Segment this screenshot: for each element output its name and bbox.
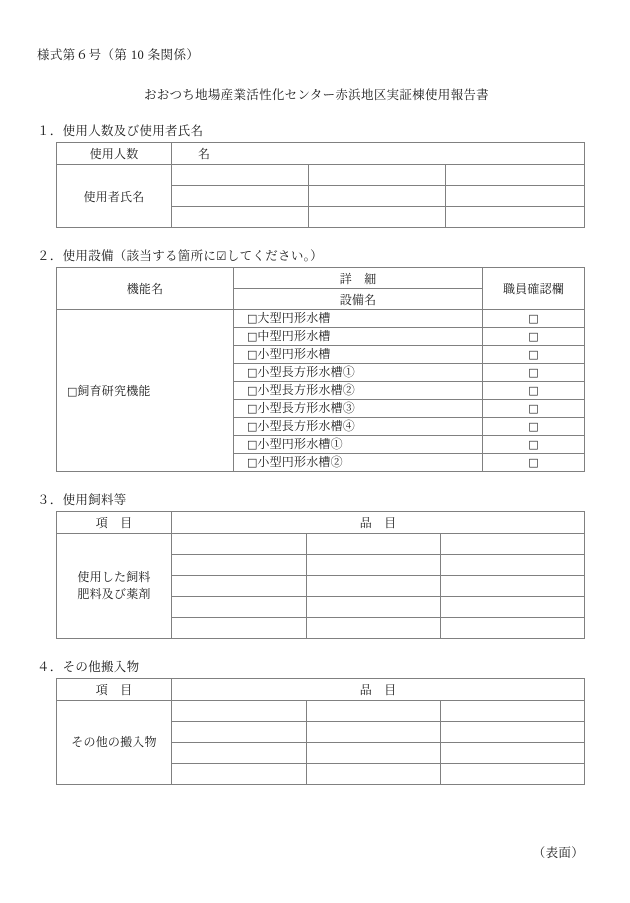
- staff-confirm-cell[interactable]: [483, 418, 585, 436]
- product-cell[interactable]: [307, 701, 441, 722]
- header-product: 品 目: [172, 512, 585, 534]
- section-1-heading: １．使用人数及び使用者氏名: [37, 124, 204, 138]
- product-cell[interactable]: [441, 555, 585, 576]
- section-2-heading-post: してください。）: [226, 249, 323, 263]
- equipment-label: 小型円形水槽②: [257, 455, 343, 469]
- name-cell[interactable]: [446, 207, 585, 228]
- table-row: [57, 143, 585, 165]
- equipment-table: [56, 267, 585, 472]
- checkbox-icon[interactable]: □: [247, 348, 258, 361]
- name-cell[interactable]: [309, 186, 446, 207]
- other-row-label: その他の搬入物: [57, 701, 172, 785]
- product-cell[interactable]: [172, 534, 307, 555]
- header-item: 項 目: [57, 679, 172, 701]
- product-cell[interactable]: [307, 534, 441, 555]
- product-cell[interactable]: [172, 764, 307, 785]
- table-row: [57, 679, 585, 701]
- checkbox-icon[interactable]: □: [247, 330, 258, 343]
- header-equipment-name: 設備名: [234, 289, 483, 310]
- staff-confirm-cell[interactable]: [483, 400, 585, 418]
- product-cell[interactable]: [441, 576, 585, 597]
- checkbox-icon[interactable]: □: [247, 456, 258, 469]
- product-cell[interactable]: [307, 597, 441, 618]
- checkbox-icon[interactable]: □: [528, 438, 539, 451]
- name-cell[interactable]: [309, 207, 446, 228]
- checkbox-icon[interactable]: □: [247, 312, 258, 325]
- equipment-label: 小型長方形水槽④: [257, 419, 356, 433]
- equipment-label: 中型円形水槽: [257, 329, 331, 343]
- table-row: [57, 310, 585, 328]
- function-name-label: 飼育研究機能: [77, 384, 151, 398]
- staff-confirm-cell[interactable]: [483, 382, 585, 400]
- product-cell[interactable]: [441, 743, 585, 764]
- equipment-item[interactable]: [234, 364, 483, 382]
- checkbox-icon[interactable]: □: [247, 366, 258, 379]
- page-title: おおつち地場産業活性化センター赤浜地区実証棟使用報告書: [144, 88, 489, 102]
- staff-confirm-cell[interactable]: [483, 310, 585, 328]
- staff-confirm-cell[interactable]: [483, 328, 585, 346]
- product-cell[interactable]: [172, 618, 307, 639]
- equipment-item[interactable]: [234, 400, 483, 418]
- function-name-cell[interactable]: [57, 310, 234, 472]
- equipment-item[interactable]: [234, 346, 483, 364]
- product-cell[interactable]: [172, 701, 307, 722]
- staff-confirm-cell[interactable]: [483, 346, 585, 364]
- product-cell[interactable]: [441, 597, 585, 618]
- form-number: 様式第６号（第 10 条関係）: [37, 48, 200, 62]
- product-cell[interactable]: [441, 722, 585, 743]
- table-row: [57, 534, 585, 555]
- equipment-label: 小型円形水槽①: [257, 437, 343, 451]
- feed-row-label-line1: 使用した飼料: [77, 569, 151, 584]
- equipment-label: 小型長方形水槽③: [257, 401, 356, 415]
- name-cell[interactable]: [446, 165, 585, 186]
- header-item: 項 目: [57, 512, 172, 534]
- product-cell[interactable]: [441, 534, 585, 555]
- section-2-heading-pre: ２．使用設備（該当する箇所に: [37, 249, 217, 263]
- checkbox-icon[interactable]: □: [528, 420, 539, 433]
- header-staff-confirm: 職員確認欄: [483, 268, 585, 310]
- name-cell[interactable]: [172, 186, 309, 207]
- section-2-heading: [37, 246, 584, 264]
- table-row: [57, 701, 585, 722]
- product-cell[interactable]: [172, 722, 307, 743]
- count-label: 使用人数: [57, 143, 172, 165]
- section-3-heading: ３．使用飼料等: [37, 493, 127, 507]
- equipment-label: 小型長方形水槽①: [257, 365, 356, 379]
- equipment-item[interactable]: [234, 310, 483, 328]
- checkbox-icon[interactable]: □: [67, 385, 78, 398]
- equipment-item[interactable]: [234, 436, 483, 454]
- product-cell[interactable]: [307, 576, 441, 597]
- checkbox-icon[interactable]: □: [528, 384, 539, 397]
- staff-confirm-cell[interactable]: [483, 364, 585, 382]
- checked-box-icon: ☑: [216, 249, 227, 263]
- product-cell[interactable]: [441, 701, 585, 722]
- staff-confirm-cell[interactable]: [483, 454, 585, 472]
- product-cell[interactable]: [172, 743, 307, 764]
- section-usage-people: [35, 121, 584, 228]
- checkbox-icon[interactable]: □: [247, 384, 258, 397]
- count-value-cell[interactable]: 名: [172, 143, 585, 165]
- checkbox-icon[interactable]: □: [528, 456, 539, 469]
- section-4-heading: ４．その他搬入物: [37, 660, 140, 674]
- name-cell[interactable]: [446, 186, 585, 207]
- product-cell[interactable]: [441, 618, 585, 639]
- section-feed: [35, 490, 584, 639]
- header-function-name: 機能名: [57, 268, 234, 310]
- table-row: [57, 268, 585, 289]
- checkbox-icon[interactable]: □: [528, 348, 539, 361]
- product-cell[interactable]: [441, 764, 585, 785]
- checkbox-icon[interactable]: □: [528, 312, 539, 325]
- equipment-item[interactable]: [234, 454, 483, 472]
- name-cell[interactable]: [172, 207, 309, 228]
- checkbox-icon[interactable]: □: [528, 402, 539, 415]
- product-cell[interactable]: [172, 555, 307, 576]
- checkbox-icon[interactable]: □: [247, 438, 258, 451]
- name-cell[interactable]: [172, 165, 309, 186]
- section-other-items: [35, 657, 584, 785]
- section-equipment: [35, 246, 584, 472]
- product-cell[interactable]: [307, 555, 441, 576]
- page-side-note: （表面）: [532, 846, 584, 860]
- product-cell[interactable]: [172, 576, 307, 597]
- names-label: 使用者氏名: [57, 165, 172, 228]
- equipment-item[interactable]: [234, 418, 483, 436]
- usage-people-table: [56, 142, 585, 228]
- equipment-label: 小型長方形水槽②: [257, 383, 356, 397]
- header-product: 品 目: [172, 679, 585, 701]
- checkbox-icon[interactable]: □: [528, 330, 539, 343]
- checkbox-icon[interactable]: □: [247, 402, 258, 415]
- equipment-item[interactable]: [234, 382, 483, 400]
- equipment-label: 大型円形水槽: [257, 311, 331, 325]
- product-cell[interactable]: [172, 597, 307, 618]
- staff-confirm-cell[interactable]: [483, 436, 585, 454]
- table-row: [57, 512, 585, 534]
- equipment-label: 小型円形水槽: [257, 347, 331, 361]
- other-items-table: [56, 678, 585, 785]
- equipment-item[interactable]: [234, 328, 483, 346]
- feed-row-label: [57, 534, 172, 639]
- feed-table: [56, 511, 585, 639]
- name-cell[interactable]: [309, 165, 446, 186]
- checkbox-icon[interactable]: □: [528, 366, 539, 379]
- header-detail: 詳 細: [234, 268, 483, 289]
- product-cell[interactable]: [307, 722, 441, 743]
- product-cell[interactable]: [307, 743, 441, 764]
- table-row: [57, 165, 585, 186]
- product-cell[interactable]: [307, 618, 441, 639]
- checkbox-icon[interactable]: □: [247, 420, 258, 433]
- product-cell[interactable]: [307, 764, 441, 785]
- feed-row-label-line2: 肥料及び薬剤: [77, 587, 151, 601]
